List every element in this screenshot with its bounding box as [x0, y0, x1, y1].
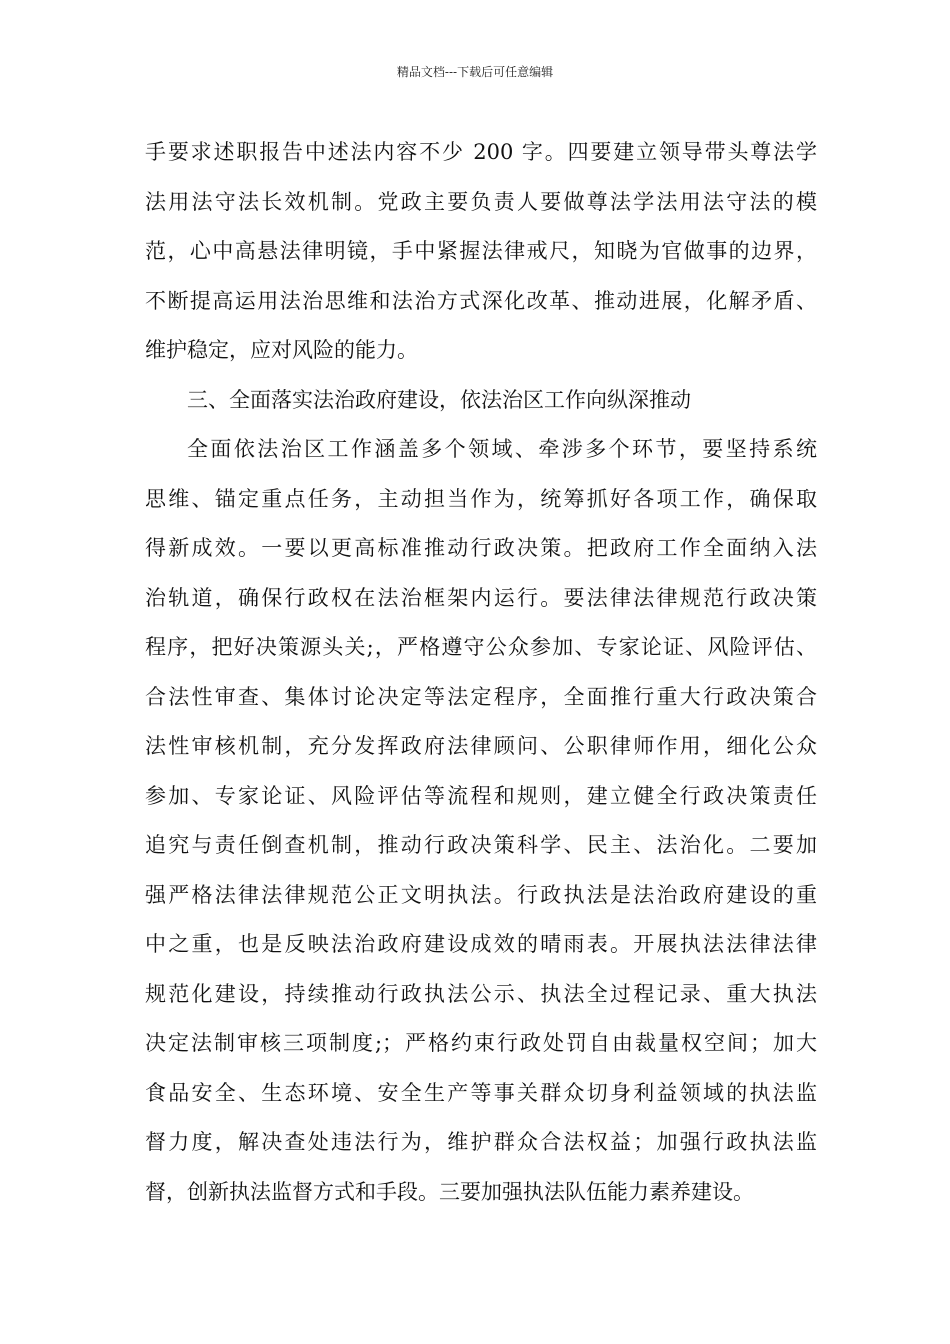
text-line: 维护稳定，应对风险的能力。: [145, 338, 418, 362]
text-line: 决定法制审核三项制度;；严格约束行政处罚自由裁量权空间；加大: [145, 1031, 817, 1055]
text-line: 追究与责任倒查机制，推动行政决策科学、民主、法治化。二要加: [145, 833, 817, 857]
section-heading: 三、全面落实法治政府建设，依法治区工作向纵深推动: [187, 387, 691, 412]
text-line: 合法性审查、集体讨论决定等法定程序，全面推行重大行政决策合: [145, 684, 817, 709]
page-header: 精品文档---下载后可任意编辑: [396, 65, 554, 79]
text-line: 中之重，也是反映法治政府建设成效的晴雨表。开展执法法律法律: [145, 932, 817, 956]
text-line: 督力度，解决查处违法行为，维护群众合法权益；加强行政执法监: [145, 1130, 817, 1154]
text-line: 法性审核机制，充分发挥政府法律顾问、公职律师作用，细化公众: [145, 734, 817, 758]
text-line: 督，创新执法监督方式和手段。三要加强执法队伍能力素养建设。: [145, 1179, 754, 1204]
text-line: 全面依法治区工作涵盖多个领域、牵涉多个环节，要坚持系统: [187, 437, 817, 461]
text-line: 范，心中高悬法律明镜，手中紧握法律戒尺，知晓为官做事的边界，: [145, 239, 817, 263]
text-line: 治轨道，确保行政权在法治框架内运行。要法律法律规范行政决策: [145, 585, 817, 610]
text-line: 参加、专家论证、风险评估等流程和规则，建立健全行政决策责任: [145, 783, 817, 808]
text-line: 程序，把好决策源头关;，严格遵守公众参加、专家论证、风险评估、: [145, 635, 817, 659]
text-line: 食品安全、生态环境、安全生产等事关群众切身利益领域的执法监: [145, 1080, 817, 1105]
text-line: 强严格法律法律规范公正文明执法。行政执法是法治政府建设的重: [145, 882, 817, 907]
text-line: 规范化建设，持续推动行政执法公示、执法全过程记录、重大执法: [145, 981, 817, 1006]
text-line: 得新成效。一要以更高标准推动行政决策。把政府工作全面纳入法: [145, 536, 817, 560]
text-line: 思维、锚定重点任务，主动担当作为，统筹抓好各项工作，确保取: [145, 486, 817, 511]
document-body: [145, 128, 817, 1217]
text-line: 法用法守法长效机制。党政主要负责人要做尊法学法用法守法的模: [145, 189, 817, 214]
text-line: 手要求述职报告中述法内容不少 200 字。四要建立领导带头尊法学: [145, 140, 817, 164]
text-line: 不断提高运用法治思维和法治方式深化改革、推动进展，化解矛盾、: [145, 288, 817, 313]
